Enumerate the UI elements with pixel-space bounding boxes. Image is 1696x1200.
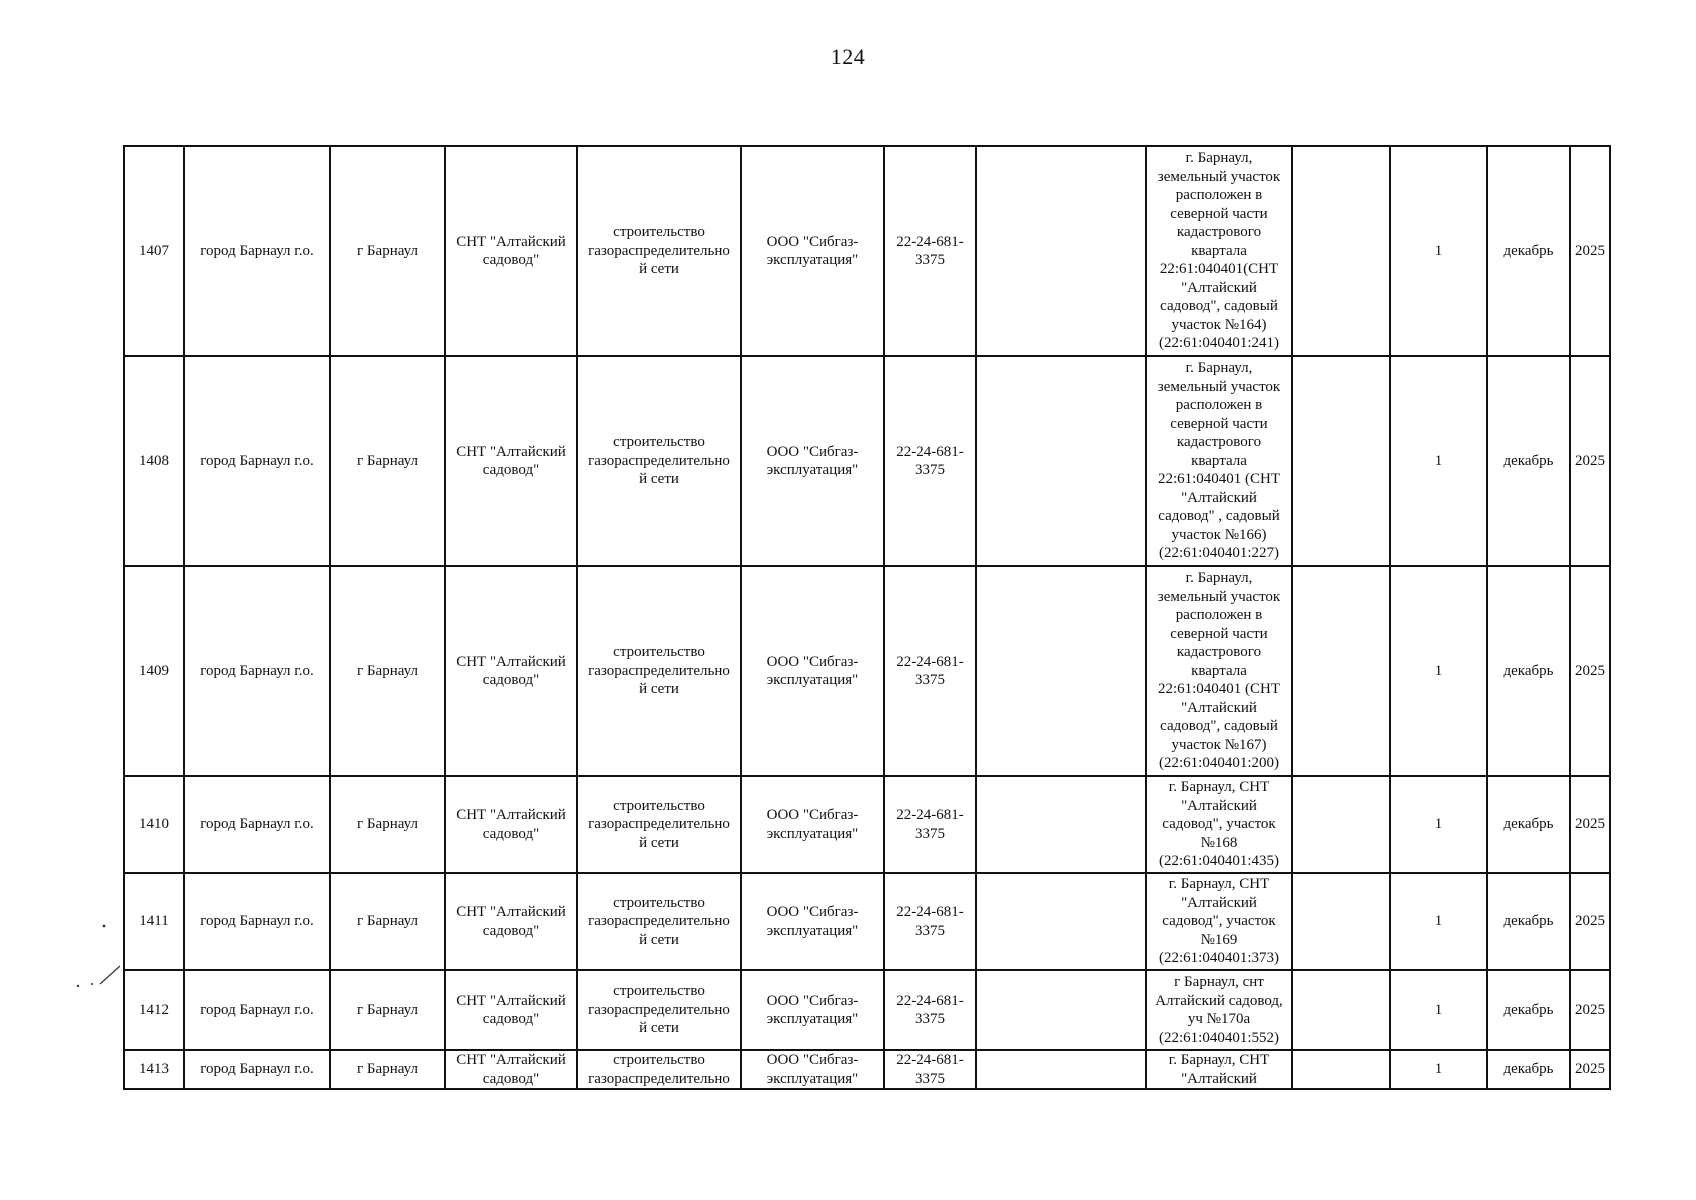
locality-cell: г Барнаул: [330, 146, 445, 356]
municipality-cell: город Барнаул г.о.: [184, 566, 330, 776]
year-cell: 2025: [1570, 356, 1610, 566]
municipality-cell: город Барнаул г.о.: [184, 1050, 330, 1089]
locality-cell: г Барнаул: [330, 1050, 445, 1089]
quantity-cell: 1: [1390, 776, 1487, 873]
address-cell: г. Барнаул, земельный участок расположен в северной части кадастрового квартала 22:61:040401 (СНТ "Алтайский садовод", садовый участок №167) (22:61:040401:200): [1146, 566, 1292, 776]
municipality-cell: город Барнаул г.о.: [184, 146, 330, 356]
table-row: [124, 566, 1610, 776]
row-number: 1407: [124, 146, 184, 356]
row-number: 1410: [124, 776, 184, 873]
code-cell: 22-24-681- 3375: [884, 356, 976, 566]
row-number: 1411: [124, 873, 184, 970]
empty-cell: [1292, 1050, 1390, 1089]
work-type-cell: строительство газораспределительно й сети: [577, 566, 741, 776]
registry-table: [123, 145, 1611, 1090]
company-cell: ООО "Сибгаз- эксплуатация": [741, 873, 884, 970]
address-cell: г Барнаул, снт Алтайский садовод, уч №170а (22:61:040401:552): [1146, 970, 1292, 1050]
table-row: [124, 146, 1610, 356]
work-type-cell: строительство газораспределительно й сети: [577, 873, 741, 970]
organization-cell: СНТ "Алтайский садовод": [445, 970, 577, 1050]
month-cell: декабрь: [1487, 776, 1570, 873]
organization-cell: СНТ "Алтайский садовод": [445, 873, 577, 970]
year-cell: 2025: [1570, 873, 1610, 970]
scan-mark: [70, 920, 130, 990]
row-number: 1408: [124, 356, 184, 566]
code-cell: 22-24-681- 3375: [884, 1050, 976, 1089]
table-row: [124, 873, 1610, 970]
quantity-cell: 1: [1390, 970, 1487, 1050]
empty-cell: [976, 776, 1146, 873]
month-cell: декабрь: [1487, 146, 1570, 356]
work-type-cell: строительство газораспределительно й сети: [577, 146, 741, 356]
address-cell: г. Барнаул, земельный участок расположен в северной части кадастрового квартала 22:61:040401(СНТ "Алтайский садовод", садовый участок №164) (22:61:040401:241): [1146, 146, 1292, 356]
company-cell: ООО "Сибгаз- эксплуатация": [741, 776, 884, 873]
year-cell: 2025: [1570, 1050, 1610, 1089]
empty-cell: [976, 356, 1146, 566]
year-cell: 2025: [1570, 776, 1610, 873]
locality-cell: г Барнаул: [330, 873, 445, 970]
company-cell: ООО "Сибгаз- эксплуатация": [741, 1050, 884, 1089]
quantity-cell: 1: [1390, 873, 1487, 970]
table-row: [124, 1050, 1610, 1089]
code-cell: 22-24-681- 3375: [884, 970, 976, 1050]
table-row: [124, 970, 1610, 1050]
locality-cell: г Барнаул: [330, 970, 445, 1050]
month-cell: декабрь: [1487, 566, 1570, 776]
year-cell: 2025: [1570, 970, 1610, 1050]
table-row: [124, 776, 1610, 873]
month-cell: декабрь: [1487, 1050, 1570, 1089]
empty-cell: [1292, 970, 1390, 1050]
year-cell: 2025: [1570, 146, 1610, 356]
organization-cell: СНТ "Алтайский садовод": [445, 356, 577, 566]
quantity-cell: 1: [1390, 356, 1487, 566]
address-cell: г. Барнаул, СНТ "Алтайский садовод", участок №168 (22:61:040401:435): [1146, 776, 1292, 873]
page-number: 124: [830, 44, 866, 69]
empty-cell: [1292, 873, 1390, 970]
company-cell: ООО "Сибгаз- эксплуатация": [741, 970, 884, 1050]
address-cell: г. Барнаул, СНТ "Алтайский садовод", участок №169 (22:61:040401:373): [1146, 873, 1292, 970]
work-type-cell: строительство газораспределительно: [577, 1050, 741, 1089]
locality-cell: г Барнаул: [330, 356, 445, 566]
empty-cell: [976, 970, 1146, 1050]
code-cell: 22-24-681- 3375: [884, 873, 976, 970]
empty-cell: [976, 566, 1146, 776]
work-type-cell: строительство газораспределительно й сети: [577, 356, 741, 566]
municipality-cell: город Барнаул г.о.: [184, 970, 330, 1050]
locality-cell: г Барнаул: [330, 566, 445, 776]
month-cell: декабрь: [1487, 873, 1570, 970]
empty-cell: [1292, 356, 1390, 566]
address-cell: г. Барнаул, СНТ "Алтайский: [1146, 1050, 1292, 1089]
year-cell: 2025: [1570, 566, 1610, 776]
empty-cell: [1292, 776, 1390, 873]
organization-cell: СНТ "Алтайский садовод": [445, 566, 577, 776]
work-type-cell: строительство газораспределительно й сети: [577, 970, 741, 1050]
company-cell: ООО "Сибгаз- эксплуатация": [741, 566, 884, 776]
work-type-cell: строительство газораспределительно й сети: [577, 776, 741, 873]
municipality-cell: город Барнаул г.о.: [184, 356, 330, 566]
company-cell: ООО "Сибгаз- эксплуатация": [741, 146, 884, 356]
empty-cell: [976, 1050, 1146, 1089]
code-cell: 22-24-681- 3375: [884, 146, 976, 356]
month-cell: декабрь: [1487, 970, 1570, 1050]
row-number: 1409: [124, 566, 184, 776]
company-cell: ООО "Сибгаз- эксплуатация": [741, 356, 884, 566]
month-cell: декабрь: [1487, 356, 1570, 566]
organization-cell: СНТ "Алтайский садовод": [445, 776, 577, 873]
organization-cell: СНТ "Алтайский садовод": [445, 1050, 577, 1089]
address-cell: г. Барнаул, земельный участок расположен в северной части кадастрового квартала 22:61:040401 (СНТ "Алтайский садовод" , садовый участок №166) (22:61:040401:227): [1146, 356, 1292, 566]
empty-cell: [976, 873, 1146, 970]
municipality-cell: город Барнаул г.о.: [184, 776, 330, 873]
municipality-cell: город Барнаул г.о.: [184, 873, 330, 970]
empty-cell: [976, 146, 1146, 356]
empty-cell: [1292, 146, 1390, 356]
organization-cell: СНТ "Алтайский садовод": [445, 146, 577, 356]
quantity-cell: 1: [1390, 566, 1487, 776]
quantity-cell: 1: [1390, 146, 1487, 356]
empty-cell: [1292, 566, 1390, 776]
table-row: [124, 356, 1610, 566]
code-cell: 22-24-681- 3375: [884, 566, 976, 776]
row-number: 1413: [124, 1050, 184, 1089]
row-number: 1412: [124, 970, 184, 1050]
quantity-cell: 1: [1390, 1050, 1487, 1089]
code-cell: 22-24-681- 3375: [884, 776, 976, 873]
locality-cell: г Барнаул: [330, 776, 445, 873]
